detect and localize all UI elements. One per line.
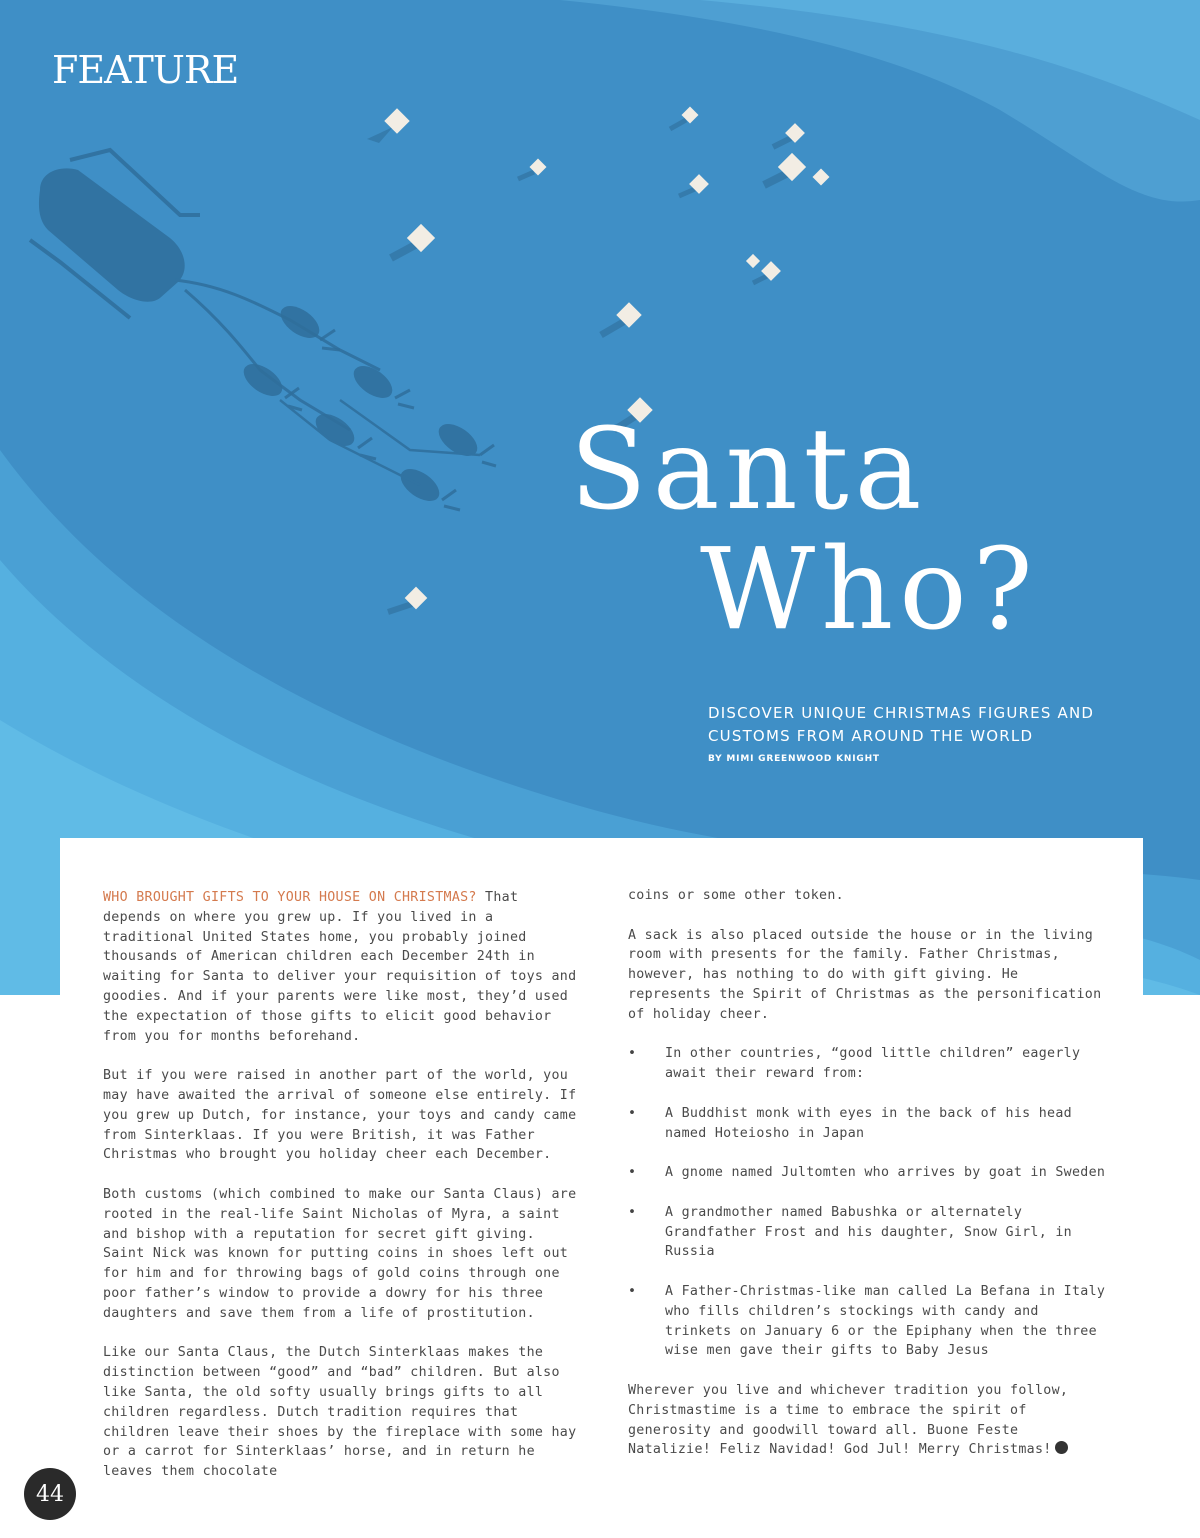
paragraph: But if you were raised in another part of the world, you may have awaited the arrival of someone else entirely. If you grew up Dutch, for instance, your toys and candy came from Sinterklaas. If you were British, it was Father Christmas who brought you holiday cheer each December.: [103, 1068, 577, 1163]
article-title-line-2: Who?: [700, 525, 1039, 655]
list-item: • A gnome named Jultomten who arrives by goat in Sweden: [628, 1163, 1108, 1183]
paragraph: coins or some other token.: [628, 888, 844, 903]
article-title-line-1: Santa: [570, 405, 928, 535]
byline: BY MIMI GREENWOOD KNIGHT: [708, 754, 880, 764]
paragraph: [103, 888, 578, 1046]
closing-text: Wherever you live and whichever tradition you follow, Christmastime is a time to embrace the spirit of generosity and goodwill toward all. Buone Feste Natalizie! Feliz Navidad! God Jul! Merry Christmas!: [628, 1382, 1069, 1458]
reindeer-illustration: [238, 300, 496, 510]
paragraph-text: That depends on where you grew up. If you lived in a traditional United States home, you probably joined thousands of American children each December 24th in waiting for Santa to deliver your requisition of toys and goodies. And if your parents were like most, they’d used the expectation of those gifts to elicit good behavior from you for months beforehand.: [103, 890, 577, 1044]
left-column: [103, 888, 578, 1502]
list-item: • A grandmother named Babushka or alternately Grandfather Frost and his daughter, Snow Girl, in Russia: [628, 1203, 1108, 1262]
list-item: • A Buddhist monk with eyes in the back of his head named Hoteiosho in Japan: [628, 1104, 1108, 1144]
list-item: • In other countries, “good little children” eagerly await their reward from:: [628, 1044, 1108, 1084]
article-subtitle: DISCOVER UNIQUE CHRISTMAS FIGURES AND CUSTOMS FROM AROUND THE WORLD: [708, 704, 1095, 745]
right-column: [628, 886, 1108, 1480]
paragraph: Like our Santa Claus, the Dutch Sinterklaas makes the distinction between “good” and “bad” children. But also like Santa, the old softy usually brings gifts to all children regardless. Dutch tradition requires that children leave their shoes by the fireplace with some hay or a carrot for Sinterklaas’ horse, and in return he leaves them chocolate: [103, 1345, 577, 1480]
paragraph: A sack is also placed outside the house or in the living room with presents for the family. Father Christmas, however, has nothing to do with gift giving. He represents the Spirit of Christmas as the personification of holiday cheer.: [628, 927, 1102, 1022]
page-number: 44: [24, 1468, 76, 1520]
list-item: • A Father-Christmas-like man called La Befana in Italy who fills children’s stockings with candy and trinkets on January 6 or the Epiphany when the three wise men gave their gifts to Baby Jesus: [628, 1282, 1108, 1361]
section-tag: FEATURE: [52, 48, 239, 92]
article-body: [60, 838, 1143, 1538]
paragraph: [628, 1381, 1108, 1460]
paragraph: Both customs (which combined to make our Santa Claus) are rooted in the real-life Saint Nicholas of Myra, a saint and bishop with a reputation for secret gift giving. Saint Nick was known for putting coins in shoes left out for him and for throwing bags of gold coins through one poor father’s window to provide a dowry for his three daughters and save them from a life of prostitution.: [103, 1186, 577, 1321]
lead-in: WHO BROUGHT GIFTS TO YOUR HOUSE ON CHRISTMAS?: [103, 890, 477, 905]
end-mark-icon: [1055, 1441, 1068, 1454]
bullet-list: [628, 1044, 1108, 1361]
sleigh-illustration: [30, 150, 380, 430]
